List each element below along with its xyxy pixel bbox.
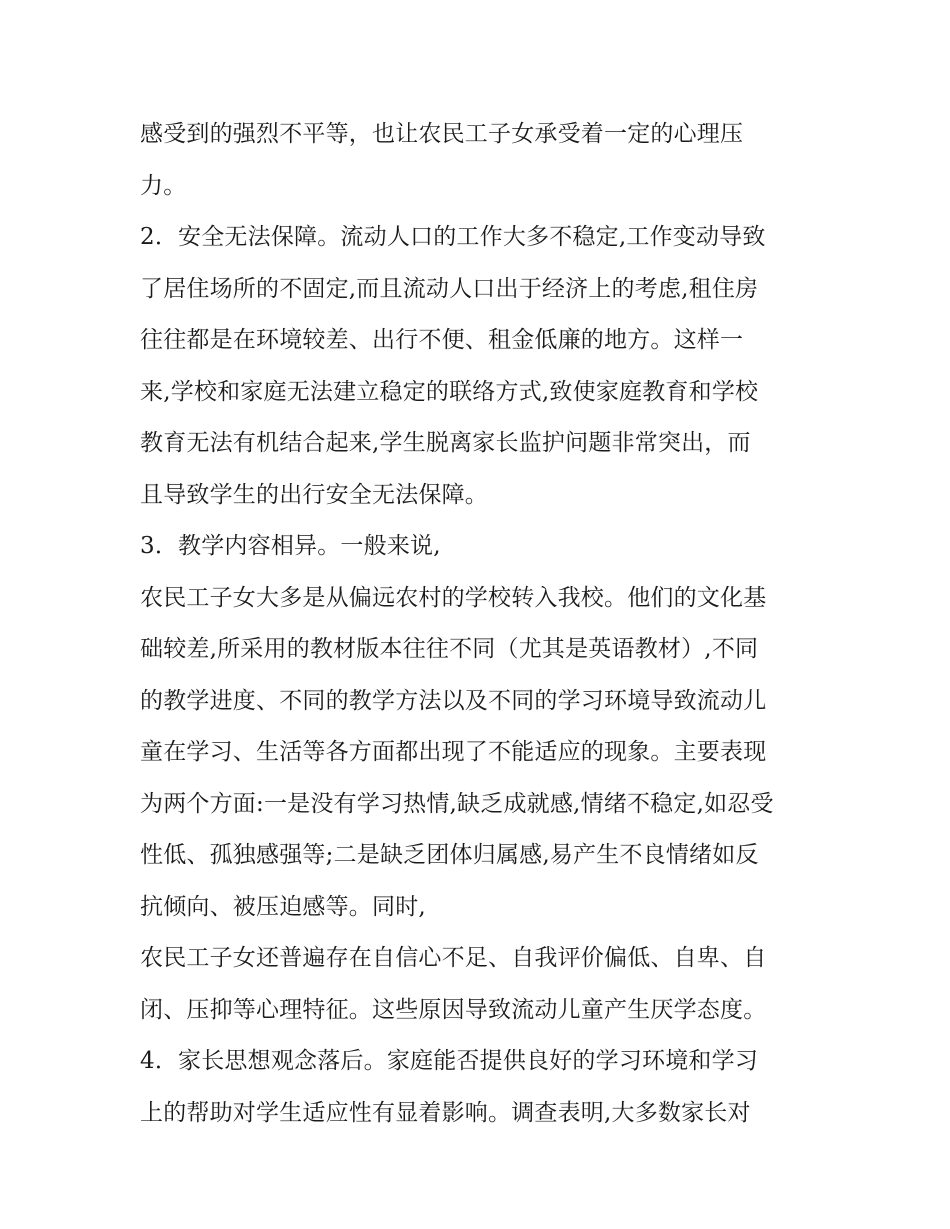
text-line: 农民工子女大多是从偏远农村的学校转入我校。他们的文化基 bbox=[140, 584, 767, 611]
text-line: 了居住场所的不固定,而且流动人口出于经济上的考虑,租住房 bbox=[140, 275, 759, 302]
text-line: 教育无法有机结合起来,学生脱离家长监护问题非常突出，而 bbox=[140, 430, 751, 456]
text-line: 的教学进度、不同的教学方法以及不同的学习环境导致流动儿 bbox=[140, 687, 767, 714]
text-line: 农民工子女还普遍存在自信心不足、自我评价偏低、自卑、自 bbox=[140, 945, 767, 971]
text-line: 4．家长思想观念落后。家庭能否提供良好的学习环境和学习 bbox=[140, 1048, 759, 1074]
text-line: 性低、孤独感强等;二是缺乏团体归属感,易产生不良情绪如反 bbox=[140, 842, 759, 868]
text-line: 闭、压抑等心理特征。这些原因导致流动儿童产生厌学态度。 bbox=[140, 996, 767, 1023]
text-line: 上的帮助对学生适应性有显着影响。调查表明,大多数家长对 bbox=[140, 1099, 751, 1126]
body-text bbox=[140, 109, 820, 1139]
text-line: 抗倾向、被压迫感等。同时, bbox=[140, 893, 426, 920]
text-line: 础较差,所采用的教材版本往往不同（尤其是英语教材）,不同 bbox=[140, 636, 759, 662]
text-line: 3．教学内容相异。一般来说, bbox=[140, 533, 441, 559]
text-line: 为两个方面:一是没有学习热情,缺乏成就感,情绪不稳定,如忍受 bbox=[140, 790, 774, 817]
text-line: 童在学习、生活等各方面都出现了不能适应的现象。主要表现 bbox=[140, 739, 767, 765]
text-line: 2．安全无法保障。流动人口的工作大多不稳定,工作变动导致 bbox=[140, 224, 766, 250]
text-line: 感受到的强烈不平等，也让农民工子女承受着一定的心理压 bbox=[140, 121, 744, 147]
text-line: 且导致学生的出行安全无法保障。 bbox=[140, 481, 488, 508]
text-line: 力。 bbox=[140, 172, 187, 199]
text-line: 往往都是在环境较差、出行不便、租金低廉的地方。这样一 bbox=[140, 327, 744, 353]
text-line: 来,学校和家庭无法建立稳定的联络方式,致使家庭教育和学校 bbox=[140, 378, 759, 405]
